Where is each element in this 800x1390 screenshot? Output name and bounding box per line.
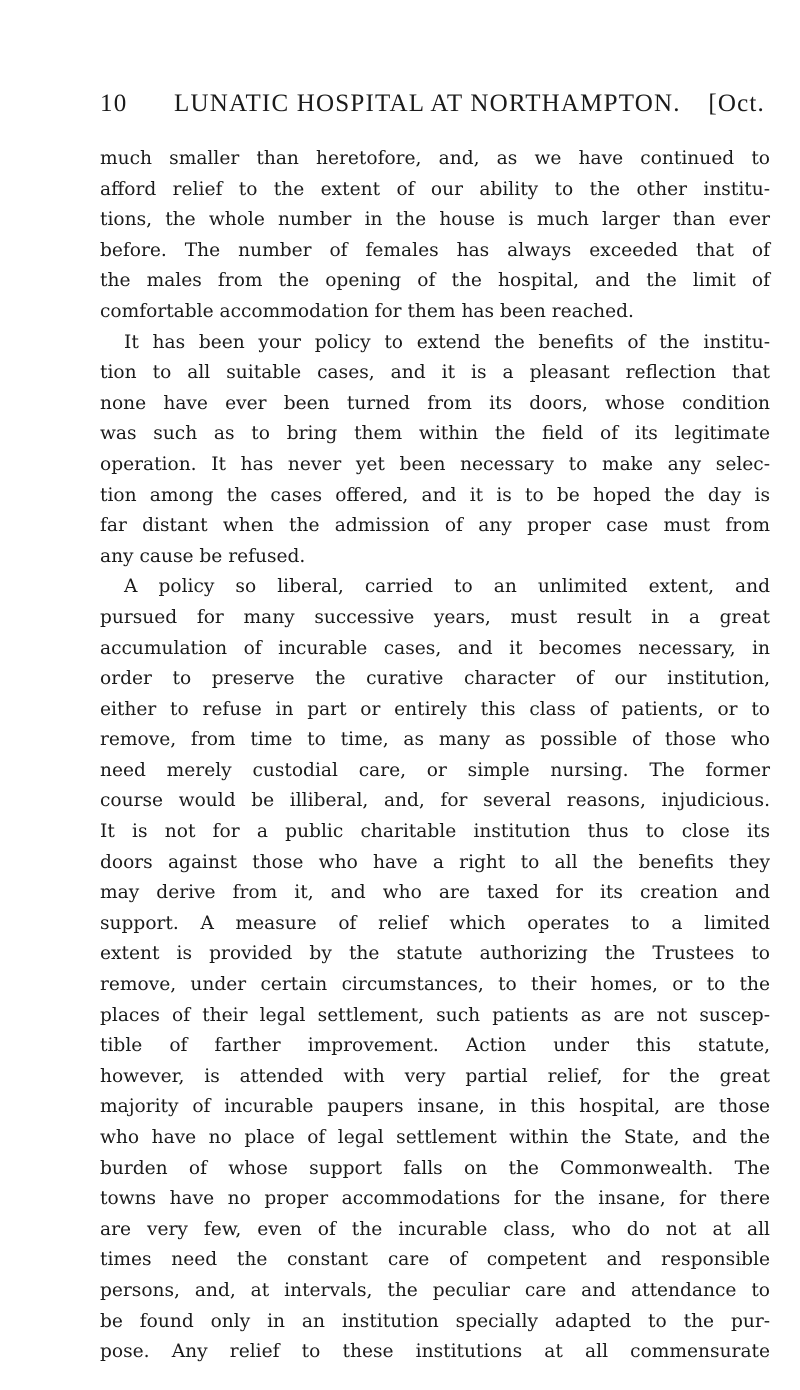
text-line: none have ever been turned from its doors, whose condition xyxy=(100,392,770,414)
text-line: need merely custodial care, or simple nursing. The former xyxy=(100,759,770,781)
text-line: who have no place of legal settlement within the State, and the xyxy=(100,1127,770,1148)
text-line: remove, from time to time, as many as possible of those who xyxy=(100,729,770,751)
text-line: towns have no proper accommodations for the insane, for there xyxy=(100,1188,770,1210)
text-line: pose. Any relief to these institutions at all commensurate xyxy=(100,1341,770,1363)
text-line: A policy so liberal, carried to an unlimited extent, and xyxy=(124,576,770,598)
text-line: much smaller than heretofore, and, as we have continued to xyxy=(100,148,770,169)
text-line: remove, under certain circumstances, to their homes, or to the xyxy=(100,974,770,996)
text-line: may derive from it, and who are taxed for its creation and xyxy=(100,882,770,904)
date-mark: [Oct. xyxy=(708,90,765,117)
text-line: operation. It has never yet been necessary to make any selec- xyxy=(100,453,770,475)
text-line: are very few, even of the incurable class, who do not at all xyxy=(100,1218,770,1240)
text-line: before. The number of females has always exceeded that of xyxy=(100,239,770,261)
text-line: tions, the whole number in the house is much larger than ever xyxy=(100,209,770,231)
text-line: course would be illiberal, and, for several reasons, injudicious. xyxy=(100,790,770,812)
text-line: doors against those who have a right to all the benefits they xyxy=(100,851,770,873)
text-line: order to preserve the curative character of our institution, xyxy=(100,668,770,690)
body-text xyxy=(100,144,770,1368)
text-line: tion to all suitable cases, and it is a pleasant reflection that xyxy=(100,362,770,384)
text-line: extent is provided by the statute authorizing the Trustees to xyxy=(100,943,770,965)
text-line: times need the constant care of competent and responsible xyxy=(100,1249,770,1271)
text-line: burden of whose support falls on the Commonwealth. The xyxy=(100,1157,770,1179)
text-line: far distant when the admission of any proper case must from xyxy=(100,515,770,537)
text-line: the males from the opening of the hospital, and the limit of xyxy=(100,270,770,292)
text-line: pursued for many successive years, must result in a great xyxy=(100,606,770,628)
text-line: either to refuse in part or entirely this class of patients, or to xyxy=(100,698,770,720)
text-line: comfortable accommodation for them has been reached. xyxy=(100,300,634,322)
text-line: support. A measure of relief which operates to a limited xyxy=(100,912,770,934)
text-line: was such as to bring them within the field of its legitimate xyxy=(100,423,770,445)
text-line: tion among the cases offered, and it is to be hoped the day is xyxy=(100,484,770,506)
page-number: 10 xyxy=(100,90,128,117)
text-line: be found only in an institution specially adapted to the pur- xyxy=(100,1310,770,1332)
text-line: persons, and, at intervals, the peculiar care and attendance to xyxy=(100,1279,770,1301)
text-line: tible of farther improvement. Action under this statute, xyxy=(100,1035,770,1057)
text-line: majority of incurable paupers insane, in this hospital, are those xyxy=(100,1096,770,1118)
text-line: however, is attended with very partial relief, for the great xyxy=(100,1065,770,1087)
text-line: It has been your policy to extend the benefits of the institu- xyxy=(124,331,770,353)
text-line: places of their legal settlement, such patients as are not suscep- xyxy=(100,1004,770,1026)
text-line: afford relief to the extent of our ability to the other institu- xyxy=(100,178,770,200)
running-title: LUNATIC HOSPITAL AT NORTHAMPTON. xyxy=(174,90,681,117)
text-line: It is not for a public charitable institution thus to close its xyxy=(100,821,770,843)
text-line: any cause be refused. xyxy=(100,545,306,567)
running-header xyxy=(100,90,765,126)
text-line: accumulation of incurable cases, and it becomes necessary, in xyxy=(100,637,770,659)
